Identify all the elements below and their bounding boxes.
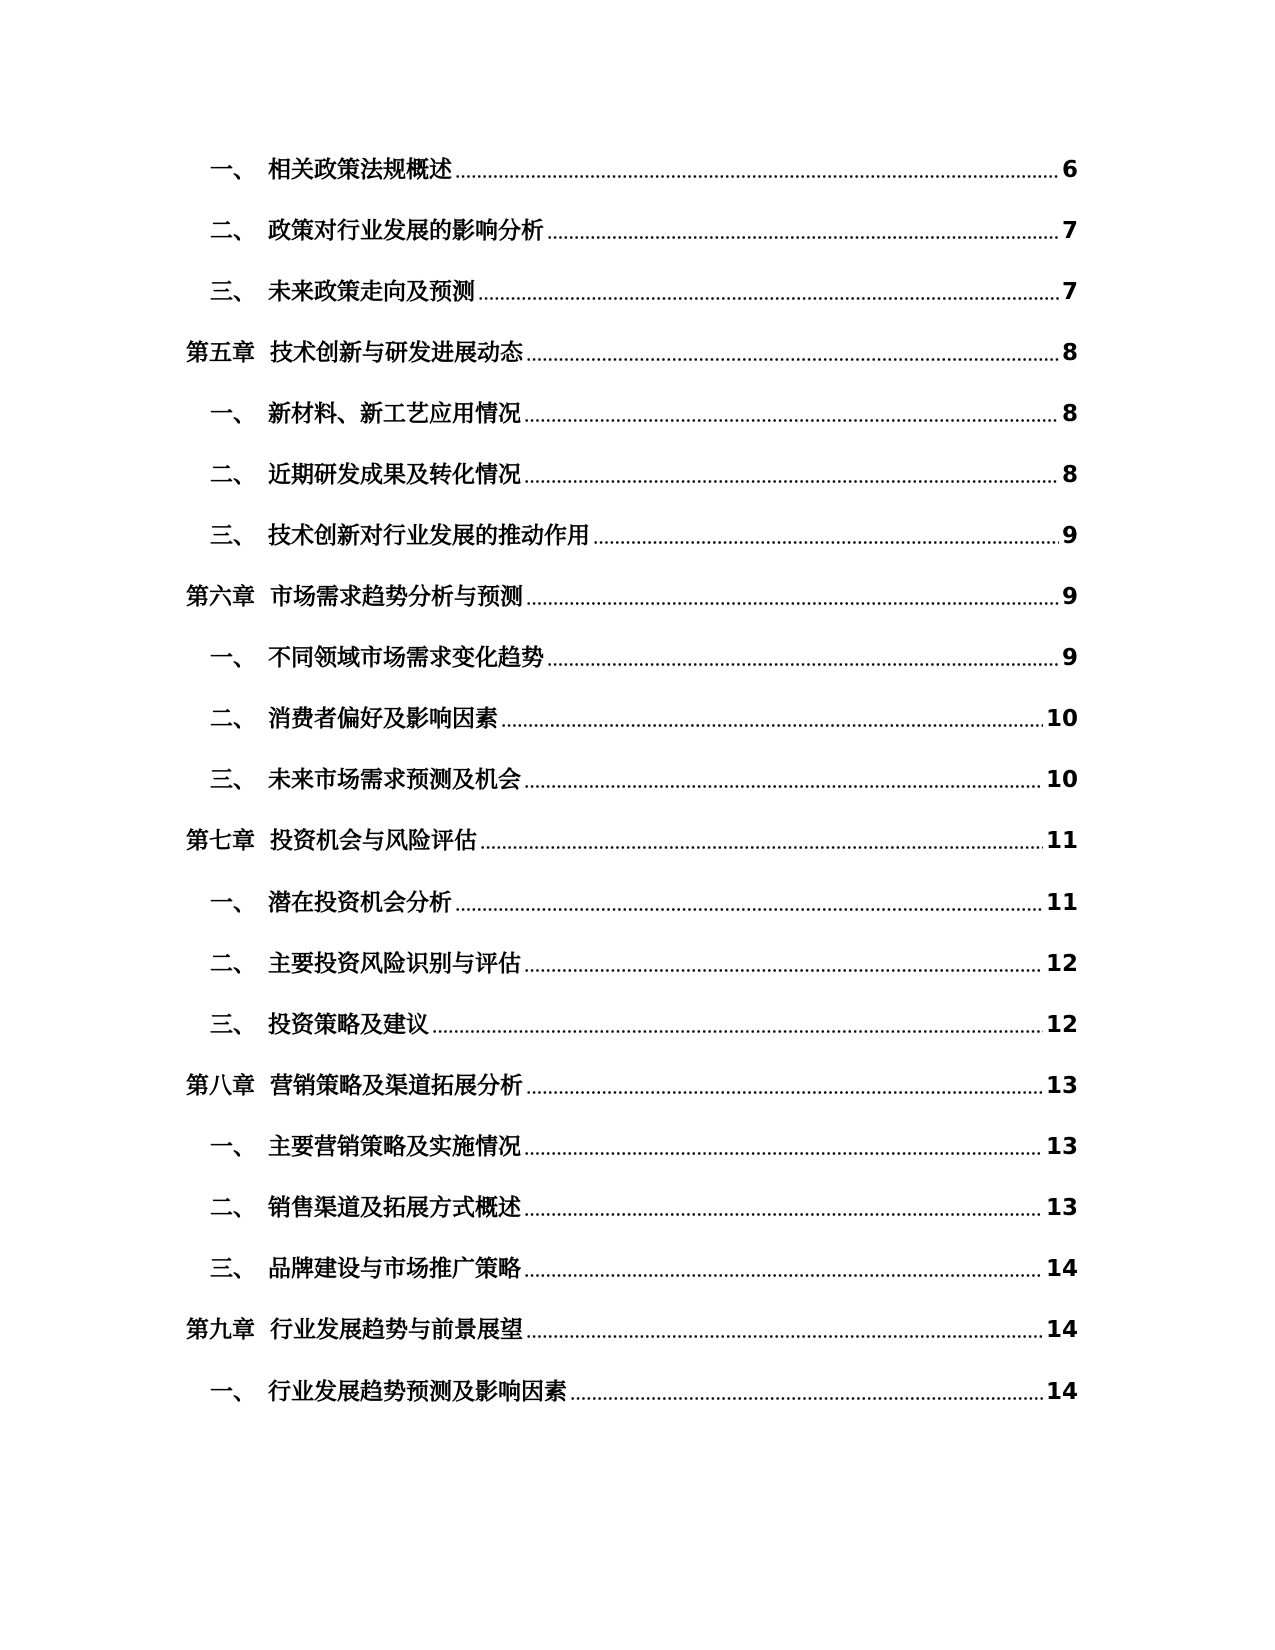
toc-entry-number: 二、 (210, 706, 256, 732)
toc-entry-number: 二、 (210, 218, 256, 244)
toc-entry-page: 13 (1045, 1134, 1078, 1160)
toc-entry-page: 7 (1061, 279, 1078, 305)
toc-entry-number: 一、 (210, 890, 256, 916)
toc-entry[interactable] (210, 1244, 1078, 1284)
toc-entry-number: 一、 (210, 401, 256, 427)
toc-entry-page: 13 (1045, 1195, 1078, 1221)
toc-entry-title: 投资策略及建议 (268, 1012, 429, 1038)
toc-entry-page: 12 (1045, 1012, 1078, 1038)
toc-entry-page: 14 (1045, 1256, 1078, 1282)
toc-entry-number: 一、 (210, 645, 256, 671)
toc-entry-number: 三、 (210, 1256, 256, 1282)
toc-entry[interactable] (210, 1000, 1078, 1040)
dot-leader (593, 541, 1059, 544)
dot-leader (526, 358, 1059, 361)
toc-entry-title: 行业发展趋势预测及影响因素 (268, 1379, 567, 1405)
toc-entry-number: 三、 (210, 1012, 256, 1038)
toc-entry-page: 14 (1045, 1317, 1078, 1343)
toc-entry-title: 不同领域市场需求变化趋势 (268, 645, 544, 671)
dot-leader (455, 908, 1043, 911)
toc-entry-title: 相关政策法规概述 (268, 157, 452, 183)
toc-chapter-entry[interactable] (186, 1305, 1078, 1345)
dot-leader (524, 969, 1043, 972)
toc-chapter-number: 第八章 (186, 1073, 255, 1099)
dot-leader (478, 297, 1059, 300)
toc-entry-page: 10 (1045, 767, 1078, 793)
toc-chapter-number: 第七章 (186, 828, 255, 854)
toc-chapter-title: 行业发展趋势与前景展望 (270, 1317, 523, 1343)
toc-entry-page: 14 (1045, 1379, 1078, 1405)
toc-chapter-title: 市场需求趋势分析与预测 (270, 584, 523, 610)
dot-leader (524, 1213, 1043, 1216)
toc-entry[interactable] (210, 1183, 1078, 1223)
dot-leader (570, 1397, 1043, 1400)
dot-leader (524, 480, 1059, 483)
toc-entry-page: 9 (1061, 523, 1078, 549)
dot-leader (524, 1274, 1043, 1277)
toc-entry-page: 6 (1061, 157, 1078, 183)
toc-entry-title: 主要营销策略及实施情况 (268, 1134, 521, 1160)
dot-leader (547, 663, 1059, 666)
toc-entry-number: 二、 (210, 1195, 256, 1221)
toc-entry-number: 二、 (210, 951, 256, 977)
toc-entry-title: 近期研发成果及转化情况 (268, 462, 521, 488)
toc-entry-title: 消费者偏好及影响因素 (268, 706, 498, 732)
toc-entry[interactable] (210, 878, 1078, 918)
toc-entry-number: 二、 (210, 462, 256, 488)
toc-chapter-entry[interactable] (186, 572, 1078, 612)
toc-entry-page: 7 (1061, 218, 1078, 244)
toc-entry-page: 8 (1061, 340, 1078, 366)
dot-leader (432, 1030, 1043, 1033)
toc-entry-page: 9 (1061, 584, 1078, 610)
toc-entry-title: 品牌建设与市场推广策略 (268, 1256, 521, 1282)
toc-entry[interactable] (210, 267, 1078, 307)
toc-entry-number: 一、 (210, 1379, 256, 1405)
toc-entry-title: 未来市场需求预测及机会 (268, 767, 521, 793)
toc-entry-page: 11 (1045, 828, 1078, 854)
toc-entry-page: 9 (1061, 645, 1078, 671)
toc-entry[interactable] (210, 939, 1078, 979)
toc-entry-number: 一、 (210, 1134, 256, 1160)
toc-chapter-number: 第五章 (186, 340, 255, 366)
toc-chapter-entry[interactable] (186, 328, 1078, 368)
toc-entry-number: 三、 (210, 279, 256, 305)
toc-entry-title: 新材料、新工艺应用情况 (268, 401, 521, 427)
toc-entry-title: 潜在投资机会分析 (268, 890, 452, 916)
toc-entry-page: 13 (1045, 1073, 1078, 1099)
dot-leader (526, 1091, 1043, 1094)
toc-entry-page: 8 (1061, 401, 1078, 427)
toc-entry-title: 主要投资风险识别与评估 (268, 951, 521, 977)
dot-leader (526, 602, 1059, 605)
toc-entry[interactable] (210, 1367, 1078, 1407)
toc-entry-page: 11 (1045, 890, 1078, 916)
dot-leader (524, 1152, 1043, 1155)
toc-entry-page: 12 (1045, 951, 1078, 977)
dot-leader (524, 785, 1043, 788)
toc-chapter-entry[interactable] (186, 816, 1078, 856)
dot-leader (524, 419, 1059, 422)
toc-entry-number: 三、 (210, 767, 256, 793)
toc-entry-number: 三、 (210, 523, 256, 549)
toc-entry[interactable] (210, 633, 1078, 673)
toc-chapter-title: 技术创新与研发进展动态 (270, 340, 523, 366)
toc-entry[interactable] (210, 145, 1078, 185)
toc-chapter-number: 第九章 (186, 1317, 255, 1343)
toc-entry-title: 技术创新对行业发展的推动作用 (268, 523, 590, 549)
dot-leader (501, 724, 1043, 727)
toc-entry[interactable] (210, 450, 1078, 490)
dot-leader (455, 175, 1059, 178)
toc-entry[interactable] (210, 755, 1078, 795)
toc-chapter-number: 第六章 (186, 584, 255, 610)
toc-entry-number: 一、 (210, 157, 256, 183)
toc-entry[interactable] (210, 511, 1078, 551)
dot-leader (480, 846, 1043, 849)
toc-entry-page: 8 (1061, 462, 1078, 488)
toc-entry-title: 政策对行业发展的影响分析 (268, 218, 544, 244)
toc-chapter-entry[interactable] (186, 1061, 1078, 1101)
dot-leader (547, 236, 1059, 239)
toc-entry[interactable] (210, 694, 1078, 734)
toc-entry[interactable] (210, 389, 1078, 429)
toc-entry[interactable] (210, 1122, 1078, 1162)
toc-entry-title: 未来政策走向及预测 (268, 279, 475, 305)
dot-leader (526, 1335, 1043, 1338)
toc-entry-page: 10 (1045, 706, 1078, 732)
toc-chapter-title: 投资机会与风险评估 (270, 828, 477, 854)
toc-chapter-title: 营销策略及渠道拓展分析 (270, 1073, 523, 1099)
toc-entry[interactable] (210, 206, 1078, 246)
toc-entry-title: 销售渠道及拓展方式概述 (268, 1195, 521, 1221)
